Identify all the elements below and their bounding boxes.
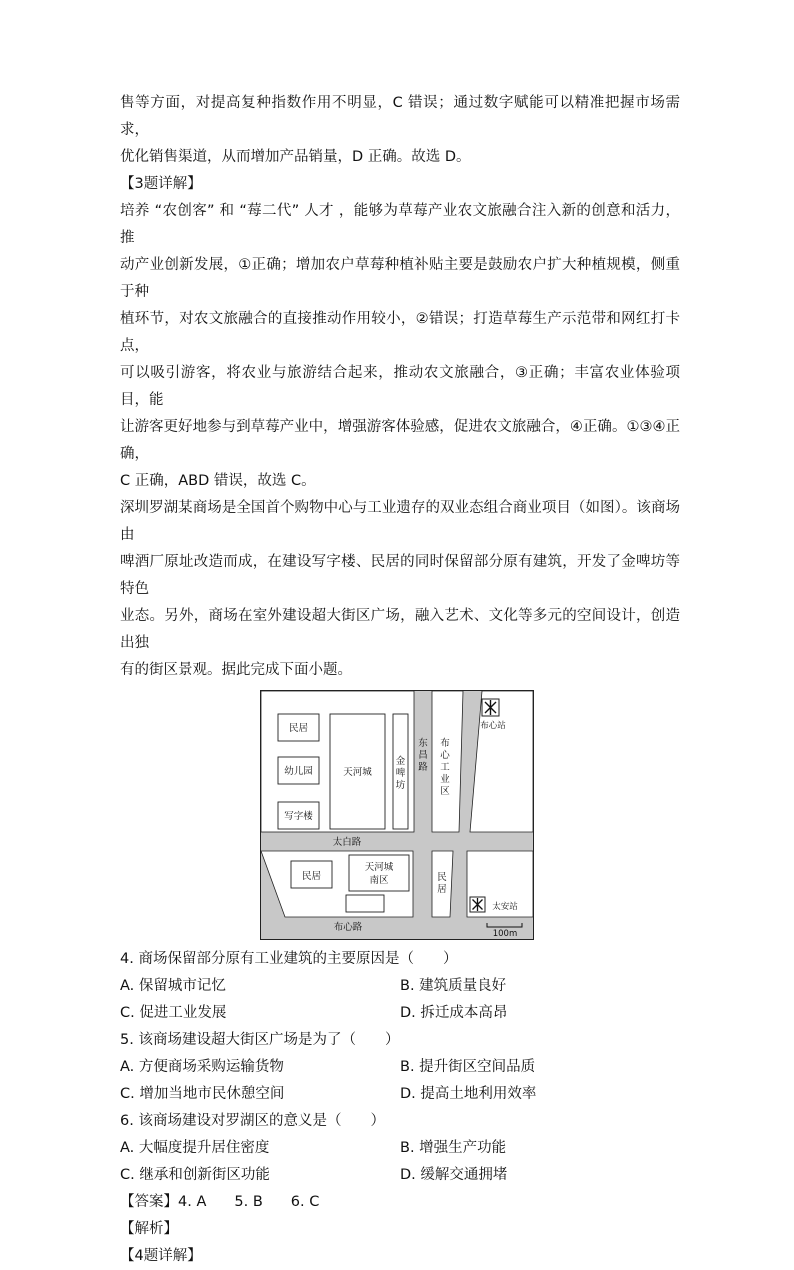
label-industrial-5: 区 xyxy=(440,786,450,797)
question-5 xyxy=(120,1027,680,1108)
label-dongchanglu-2: 昌 xyxy=(418,750,428,761)
site-map-svg xyxy=(260,690,534,940)
option-a: A. 方便商场采购运输货物 xyxy=(120,1059,284,1075)
option-c: C. 增加当地市民休憩空间 xyxy=(120,1086,285,1102)
passage-line: 深圳罗湖某商场是全国首个购物中心与工业遗存的双业态组合商业项目（如图）。该商场由 xyxy=(120,500,680,543)
label-tianhecheng: 天河城 xyxy=(343,767,372,778)
metro-icon xyxy=(470,897,485,912)
label-tianhecheng-south-1: 天河城 xyxy=(364,862,394,873)
option-d: D. 提高土地利用效率 xyxy=(400,1086,537,1102)
label-industrial-3: 工 xyxy=(440,762,450,773)
answer-label: 【答案】 xyxy=(120,1194,178,1210)
q3-heading: 【3题详解】 xyxy=(120,176,202,192)
label-jinpifang-1: 金 xyxy=(395,756,406,767)
q3-line: 让游客更好地参与到草莓产业中，增强游客体验感，促进农文旅融合，④正确。①③④正确， xyxy=(120,419,680,462)
label-jinpifang-3: 坊 xyxy=(395,780,406,791)
q3-line: 动产业创新发展，①正确；增加农户草莓种植补贴主要是鼓励农户扩大种植规模，侧重于种 xyxy=(120,257,680,300)
label-dongchanglu-3: 路 xyxy=(418,762,428,773)
q3-explanation xyxy=(120,198,680,495)
passage-line: 有的街区景观。据此完成下面小题。 xyxy=(120,662,352,678)
option-d: D. 拆迁成本高昂 xyxy=(400,1005,508,1021)
label-buxin-station: 布心站 xyxy=(480,721,506,731)
label-minju-south-2: 居 xyxy=(437,884,447,895)
label-taibailu: 太白路 xyxy=(332,837,362,848)
label-industrial-2: 心 xyxy=(440,750,450,761)
label-kindergarten: 幼儿园 xyxy=(284,766,313,777)
label-scale: 100m xyxy=(492,929,518,939)
question-6 xyxy=(120,1108,680,1189)
answer-line xyxy=(120,1189,680,1216)
question-stem: 5. 该商场建设超大街区广场是为了（ ） xyxy=(120,1032,400,1048)
intro-line: 优化销售渠道，从而增加产品销量，D 正确。故选 D。 xyxy=(120,149,471,165)
options xyxy=(120,973,680,1027)
option-b: B. 提升街区空间品质 xyxy=(400,1059,536,1075)
label-dongchanglu-1: 东 xyxy=(418,738,428,749)
label-minju-south-1: 民 xyxy=(437,872,447,883)
options xyxy=(120,1135,680,1189)
site-map xyxy=(260,690,534,940)
question-stem: 6. 该商场建设对罗湖区的意义是（ ） xyxy=(120,1113,385,1129)
metro-icon xyxy=(482,699,499,716)
label-minju-south xyxy=(437,872,447,895)
label-tianhecheng-south-2: 南区 xyxy=(369,875,389,886)
label-buxinlu: 布心路 xyxy=(333,922,363,933)
label-jinpifang xyxy=(396,755,406,791)
label-industrial-4: 业 xyxy=(440,774,450,785)
option-c: C. 促进工业发展 xyxy=(120,1005,227,1021)
label-industrial-1: 布 xyxy=(440,738,450,749)
q3-line: C 正确，ABD 错误，故选 C。 xyxy=(120,473,316,489)
analysis-heading: 【解析】 xyxy=(120,1221,178,1237)
q4-heading: 【4题详解】 xyxy=(120,1248,202,1264)
option-d: D. 缓解交通拥堵 xyxy=(400,1167,508,1183)
q3-line: 可以吸引游客，将农业与旅游结合起来，推动农文旅融合，③正确；丰富农业体验项目，能 xyxy=(120,365,680,408)
option-c: C. 继承和创新街区功能 xyxy=(120,1167,270,1183)
answer-item: 6. C xyxy=(290,1194,320,1210)
building-small xyxy=(346,895,384,912)
label-jinpifang-2: 啤 xyxy=(395,768,406,779)
intro-paragraph xyxy=(120,90,680,171)
passage-line: 业态。另外，商场在室外建设超大街区广场，融入艺术、文化等多元的空间设计，创造出独 xyxy=(120,608,680,651)
option-b: B. 建筑质量良好 xyxy=(400,978,507,994)
answer-item: 5. B xyxy=(234,1194,263,1210)
option-a: A. 保留城市记忆 xyxy=(120,978,226,994)
passage-line: 啤酒厂原址改造而成，在建设写字楼、民居的同时保留部分原有建筑，开发了金啤坊等特色 xyxy=(120,554,680,597)
intro-line: 售等方面，对提高复种指数作用不明显，C 错误；通过数字赋能可以精准把握市场需求， xyxy=(120,95,680,138)
label-dongchanglu xyxy=(418,737,428,773)
option-b: B. 增强生产功能 xyxy=(400,1140,507,1156)
label-industrial xyxy=(440,737,450,797)
answer-item: 4. A xyxy=(178,1194,207,1210)
option-a: A. 大幅度提升居住密度 xyxy=(120,1140,270,1156)
document-content xyxy=(120,90,680,1270)
question-4 xyxy=(120,946,680,1027)
label-taian-station: 太安站 xyxy=(492,902,518,912)
q3-line: 培养 “农创客” 和 “莓二代” 人才 ，能够为草莓产业农文旅融合注入新的创意和活力，推 xyxy=(120,203,680,246)
options xyxy=(120,1054,680,1108)
label-office: 写字楼 xyxy=(284,811,313,822)
q3-line: 植环节，对农文旅融合的直接推动作用较小，②错误；打造草莓生产示范带和网红打卡点， xyxy=(120,311,680,354)
label-minju-sw: 民居 xyxy=(301,871,322,882)
label-minju: 民居 xyxy=(288,723,309,734)
question-stem: 4. 商场保留部分原有工业建筑的主要原因是（ ） xyxy=(120,951,458,967)
passage xyxy=(120,495,680,684)
